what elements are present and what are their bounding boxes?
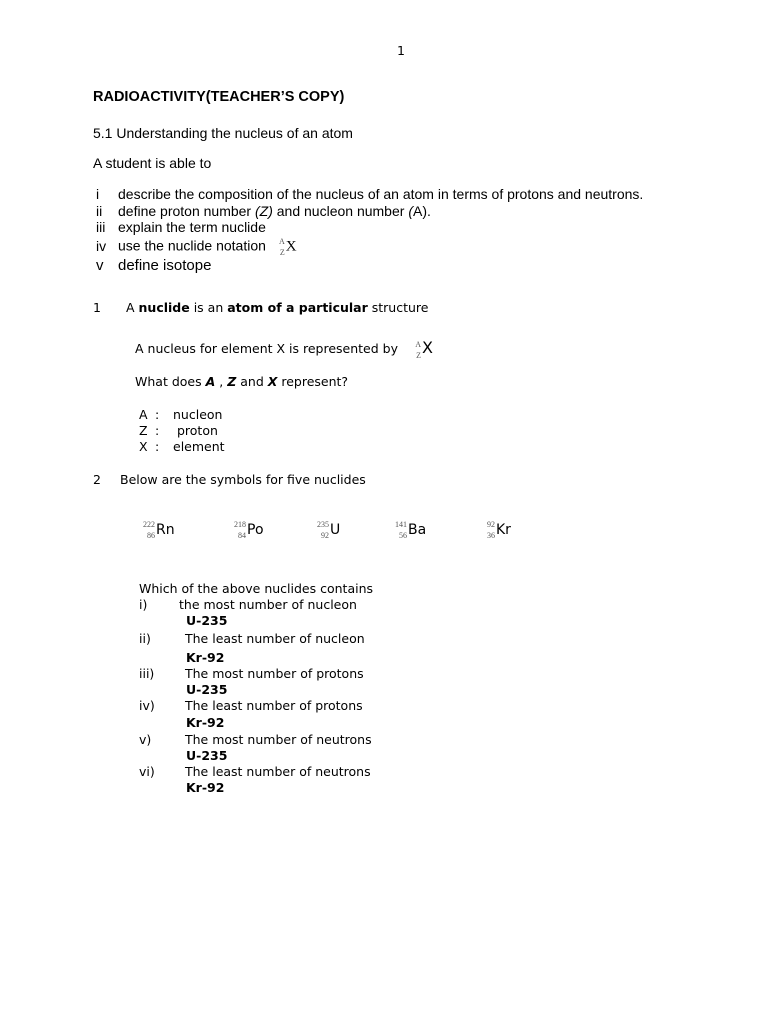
nuclide-symbol [142,520,175,540]
objective-item [96,219,266,235]
q1-answer-row [139,407,222,422]
answer-value: element [173,439,225,454]
nuclide-numbers [482,520,496,540]
q1-represented [135,338,433,360]
q2-answer: Kr-92 [186,650,225,665]
document-title: RADIOACTIVITY(TEACHER’S COPY) [93,89,345,105]
objective-item [96,203,431,219]
q2-item [139,698,363,713]
question-2-number: 2 [93,472,101,487]
q1-var-a: A [205,374,216,389]
answer-sep: : [155,407,160,422]
q2-item [139,631,365,646]
objective-text: define proton number [118,203,255,219]
q1-bold-atom: atom of a particular [227,300,368,315]
notation-symbol: X [285,238,297,255]
item-label: ii) [139,631,151,646]
item-label: i) [139,597,148,612]
objective-text: describe the composition of the nucleus of an atom in terms of protons and neutrons. [118,186,644,202]
q2-answer: U-235 [186,682,228,697]
q1-mid: is an [189,300,228,315]
q2-item [139,597,357,612]
q2-answer: U-235 [186,748,228,763]
answer-value: proton [173,423,218,438]
nuclide-numbers [316,520,330,540]
objective-number: ii [96,203,103,219]
objective-text: and nucleon number [272,203,409,219]
atomic-number: 84 [238,531,246,540]
atomic-number: 86 [147,531,155,540]
q1-represented-text: A nucleus for element X is represented by [135,341,398,356]
objective-text: use the nuclide notation [118,237,266,254]
section-heading: 5.1 Understanding the nucleus of an atom [93,125,353,141]
item-text: The most number of neutrons [185,732,372,747]
nuclide-numbers [394,520,408,540]
item-text: The least number of protons [185,698,363,713]
nuclide-numbers [142,520,156,540]
question-1-text [126,300,428,315]
mass-number: 92 [487,520,495,529]
nuclide-symbol [482,520,511,540]
answer-key: Z [139,423,148,438]
q2-prompt: Which of the above nuclides contains [139,581,374,596]
objective-text: explain the term nuclide [118,219,266,235]
nuclide-notation [410,340,422,360]
q1-question [135,374,348,389]
answer-key: A [139,407,148,422]
item-text: The least number of neutrons [185,764,371,779]
objective-item [96,237,297,257]
item-text: The most number of protons [185,666,364,681]
atomic-number: 92 [321,531,329,540]
q1-bold-nuclide: nuclide [138,300,190,315]
element-symbol: Rn [156,522,175,538]
q2-item [139,764,371,779]
item-text: The least number of nucleon [185,631,365,646]
q1-answer-row [139,423,218,438]
q2-item [139,666,364,681]
nuclide-notation [274,237,286,257]
element-symbol: Po [247,522,264,538]
item-text: the most number of nucleon [179,597,357,612]
answer-sep: : [155,439,160,454]
atomic-number: 36 [487,531,495,540]
objective-text: define isotope [118,257,212,274]
nuclide-symbol [394,520,426,540]
objective-item [96,257,211,274]
element-symbol: Kr [496,522,511,538]
notation-atomic-label: Z [416,350,421,360]
q1-question-text: What does [135,374,206,389]
page-number: 1 [397,43,405,58]
item-label: v) [139,732,152,747]
objective-text: ( [408,203,413,219]
question-2-text: Below are the symbols for five nuclides [120,472,366,487]
mass-number: 222 [143,520,155,529]
atomic-number: 56 [399,531,407,540]
nuclide-symbol [233,520,264,540]
mass-number: 218 [234,520,246,529]
mass-number: 141 [395,520,407,529]
q1-question-text: represent? [277,374,349,389]
notation-atomic-label: Z [279,248,285,257]
q1-question-text: and [236,374,268,389]
objective-text: A). [412,203,431,219]
q1-lead: A [126,300,139,315]
notation-mass-label: A [279,237,285,246]
q2-item [139,732,372,747]
item-label: iii) [139,666,155,681]
mass-number: 235 [317,520,329,529]
answer-value: nucleon [173,407,223,422]
item-label: vi) [139,764,155,779]
q1-tail: structure [367,300,429,315]
objective-number: v [96,257,104,274]
notation-symbol: X [421,338,433,357]
element-symbol: U [330,522,341,538]
objective-number: iii [96,219,106,235]
q2-answer: Kr-92 [186,715,225,730]
answer-sep: : [155,423,160,438]
q2-answer: Kr-92 [186,780,225,795]
objective-text-z: (Z) [254,203,273,219]
q1-var-x: X [267,374,278,389]
objective-number: i [96,186,100,202]
q1-question-text: , [215,374,228,389]
objective-item [96,186,643,202]
q1-var-z: Z [227,374,237,389]
answer-key: X [139,439,148,454]
q1-answer-row [139,439,225,454]
nuclide-numbers [233,520,247,540]
nuclide-symbol [316,520,340,540]
notation-mass-label: A [415,339,421,349]
element-symbol: Ba [408,522,427,538]
item-label: iv) [139,698,155,713]
q2-answer: U-235 [186,613,228,628]
objective-number: iv [96,237,107,254]
question-1-number: 1 [93,300,101,315]
intro-text: A student is able to [93,155,212,171]
